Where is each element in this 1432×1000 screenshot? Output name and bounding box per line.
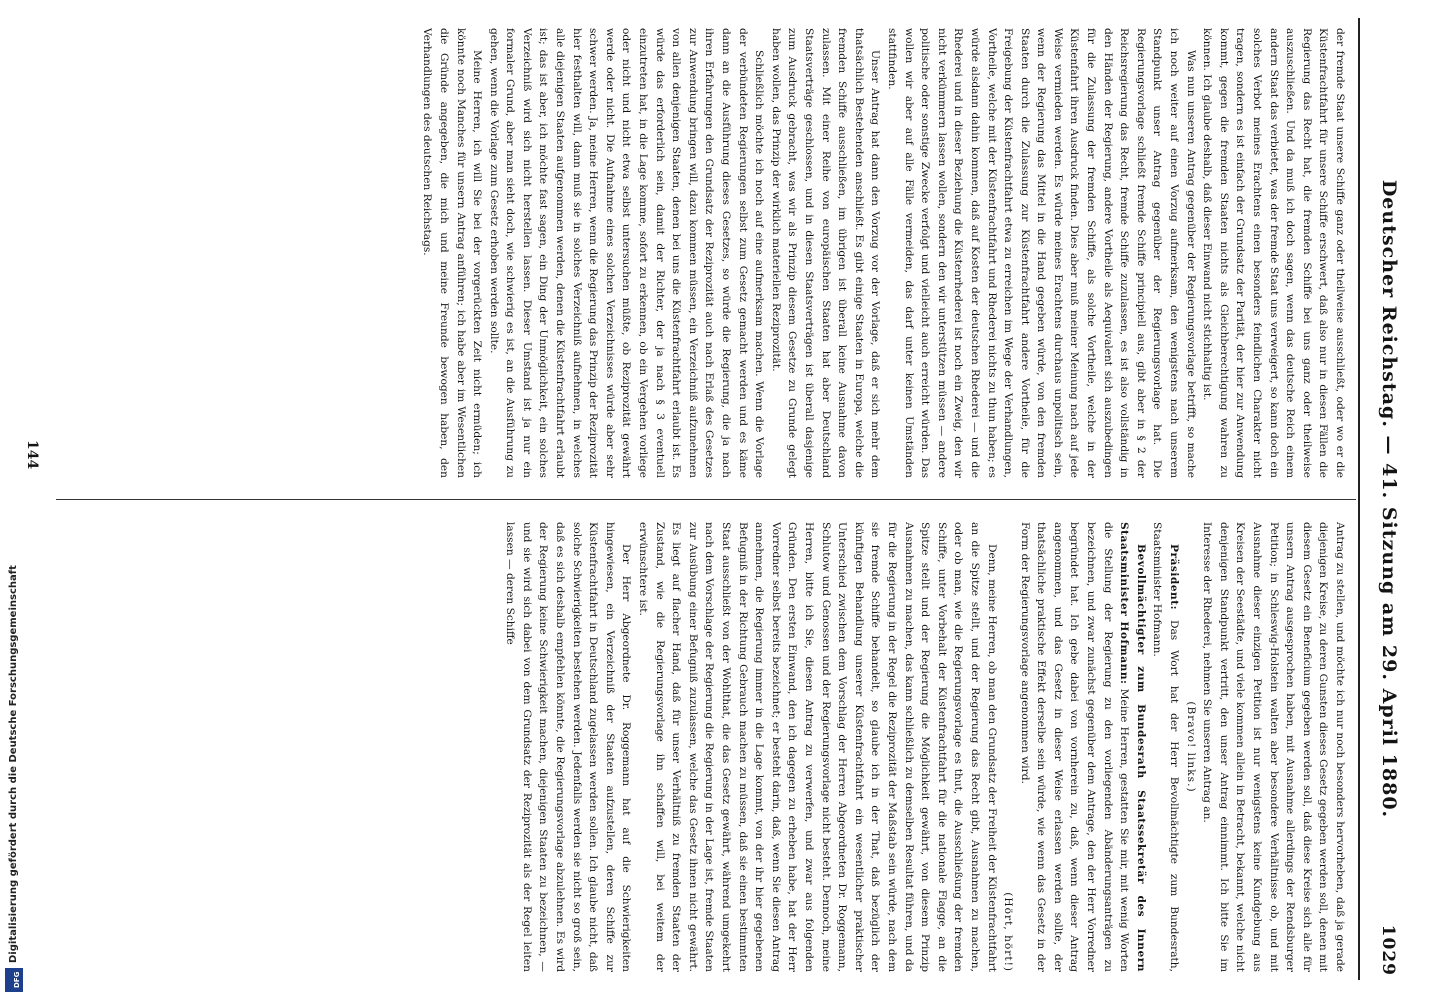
- speech-text: Meine Herren, gestatten Sie mir, mit wenig Worten die Stellung der Regierung zu den vorliegenden Abänderungsanträgen zu bezeichnen, und zwar zunächst gegenüber dem Antrage, den der Herr Vorredner begründet hat. Ich gebe dabei von vornherein zu, daß, wenn dieser Antrag angenommen, und das Gesetz in dieser Weise erlassen werden sollte, der thatsächliche praktische Effekt derselbe sein würde, wie wenn das Gesetz in der Form der Regierungsvorlage angenommen wird.: [1018, 522, 1131, 972]
- speech-text: Das Wort hat der Herr Bevollmächtigte zum Bundesrath, Staatsminister Hofmann.: [1151, 522, 1181, 972]
- speaker-label: Bevollmächtigter zum Bundesrath Staatssekretär des Innern Staatsminister Hofmann:: [1118, 522, 1147, 972]
- page-number: 1029: [1378, 924, 1398, 976]
- paragraph: der fremde Staat unsere Schiffe ganz oder theilweise ausschließt, oder wo er die Küstenfrachtfahrt für unsere Schiffe erschwert, daß also nur in diesen Fällen die Regierung das Recht hat, die fremden Schiffe bei uns ganz oder theilweise auszuschließen. Und da muß ich doch sagen, wenn das deutsche Reich einem andern Staat das verbietet, was der fremde Staat uns verweigert, so kann doch ein solches Verbot meines Erachtens einen besonders feindlichen Charakter nicht tragen, sondern es ist einfach der Grundsatz der Parität, der hier zur Anwendung kommt, gegen die fremden Staaten nichts als Gleichberechtigung wahren zu können. Ich glaube deshalb, daß dieser Einwand nicht stichhaltig ist.: [1201, 28, 1346, 478]
- digitization-credit: [0, 0, 30, 1000]
- page-title: Deutscher Reichstag. — 41. Sitzung am 29. April 1880.: [1378, 179, 1400, 819]
- paragraph: Unser Antrag hat dann den Vorzug vor der Vorlage, daß er sich mehr dem thatsächlich Bestehenden anschließt. Es gibt einige Staaten in Europa, welche die fremden Schiffe ausschließen, im übrigen ist überall keine Ausnahme davon zulassen. Mit einer Reihe von europäischen Staaten hat aber Deutschland Staatsverträge geschlossen, und in diesen Staatsverträgen ist überall dasjenige zum Ausdruck gebracht, was wir als Prinzip diesem Gesetze zu Grunde gelegt haben wollen, das Prinzip der wirklich materiellen Reziprozität.: [769, 28, 882, 478]
- paragraph: Der Herr Abgeordnete Dr. Roggemann hat auf die Schwierigkeiten hingewiesen, ein Verzeichniß der Staaten aufzustellen, deren Schiffe zur Küstenfrachtfahrt in Deutschland zugelassen werden sollen. Ich glaube nicht, daß solche Schwierigkeiten bestehen werden. Jedenfalls werden sie nicht so groß sein, daß es sich deshalb empfehlen könnte, die Regierungsvorlage abzulehnen. Es wird der Regierung keine Schwierigkeit machen, diejenigen Staaten zu bezeichnen, — und sie wird sich dabei von dem Grundsatz der Reziprozität als der Regel leiten lassen — deren Schiffe: [504, 522, 633, 972]
- dfg-logo-icon: DFG: [5, 968, 23, 992]
- paragraph: Schließlich möchte ich noch auf eine aufmerksam machen. Wenn die Vorlage der verbündeten Regierungen selbst zum Gesetz gemacht werden und es käme dann an die Ausführung dieses Gesetzes, so würde die Regierung, die ja nach ihren Erfahrungen den Grundsatz der Reziprozität auch nach Erlaß des Gesetzes zur Anwendung bringen will, dazu kommen müssen, ein Verzeichniß aufzunehmen von allen denjenigen Staaten, denen bei uns die Küstenfrachtfahrt erlaubt ist. Es würde das erforderlich sein, damit der Richter, der ja nach § 3 eventuell einzutreten hat, in die Lage komme, sofort zu erkennen, ob ein Vergehen vorliege oder nicht und nicht etwa selbst untersuchen müßte, ob Reziprozität gewährt werde oder nicht. Die Aufnahme eines solchen Verzeichnisses würde aber sehr schwer werden. Ja, meine Herren, wenn die Regierung das Prinzip der Reziprozität hier festhalten will, dann muß sie in solches Verzeichniß aufnehmen, in welches alle diejenigen Staaten aufgenommen werden, denen die Küstenfrachtfahrt erlaubt ist; das ist aber, ich möchte fast sagen, ein Ding der Unmöglichkeit, ein solches Verzeichniß wird sich nicht herstellen lassen. Dieser Umstand ist ja nur ein formaler Grund, aber man sieht doch, wie schwierig es ist, an die Ausführung zu gehen, wenn die Vorlage zum Gesetz erhoben werden sollte.: [487, 28, 766, 478]
- speaker-label: Präsident:: [1168, 544, 1181, 611]
- signature-mark: 144: [24, 440, 40, 470]
- paragraph: Was nun unseren Antrag gegenüber der Regierungsvorlage betrifft, so mache ich noch weiter auf einen Vorzug aufmerksam, den wenigstens nach unserem Standpunkt unser Antrag gegenüber der Regierungsvorlage hat. Die Regierungsvorlage schließt fremde Schiffe principiell aus, gibt aber in § 2 der Reichsregierung das Recht, fremde Schiffe zuzulassen, es ist also vollständig in den Händen der Regierung, andere Vortheile als Aequivalent sich auszubedingen für die Zulassung der fremden Schiffe, als solche Vortheile, welche in der Küstenfahrt ihren Ausdruck finden. Dies aber muß meiner Meinung nach auf jede Weise vermieden werden. Es würde meines Erachtens durchaus unpolitisch sein, wenn der Regierung das Mittel in die Hand gegeben würde, von den fremden Staaten durch die Zulassung zur Küstenfrachtfahrt andere Vortheile, für die Freigebung der Küstenfrachtfahrt etwa zu erreichen im Wege der Verhandlungen, Vortheile, welche mit der Küstenfrachtfahrt und Rhederei nichts zu thun haben; es würde alsdann dahin kommen, daß auf Kosten der deutschen Rhederei — und die Rhederei und in dieser Beziehung die Küstenrhederei ist noch ein Zweig, den wir nicht verkümmern lassen wollen, sondern den wir unterstützen müssen — andere politische oder sonstige Zwecke verfolgt und vielleicht auch erreicht würden. Das wollen wir aber auf alle Fälle vermeiden, das darf unter keinen Umständen stattfinden.: [885, 28, 1197, 478]
- paragraph: Antrag zu stellen, und möchte ich nur noch besonders hervorheben, daß ja gerade diejenigen Kreise, zu deren Gunsten dieses Gesetz gegeben werden soll, denen mit diesem Gesetz ein Beneficium gegeben werden soll, daß diese Kreise sich alle für unsern Antrag ausgesprochen haben, mit Ausnahme allerdings der Rendsburger Petition; in Schleswig-Holstein walten aber besondere Verhältnisse ob, und mit Ausnahme dieser einzigen Petition ist nur wenigstens keine Kundgebung aus Kreisen der Seestädte, und viele kommen allein in Betracht, bekannt, welche nicht denjenigen Standpunkt vertritt, den unser Antrag einnimmt. Ich bitte Sie im Interesse der Rhederei, nehmen Sie unseren Antrag an.: [1201, 522, 1346, 972]
- applause-note: (Bravo! links.): [1184, 701, 1197, 793]
- right-column: [38, 522, 1348, 972]
- column-divider: [56, 499, 1356, 500]
- interjection-note: (Hört, hört!): [1002, 892, 1015, 972]
- paragraph: Meine Herren, ich will Sie bei der vorgerückten Zeit nicht ermüden; ich könnte noch Manches für unsern Antrag anführen; ich habe aber im Wesentlichen die Gründe angegeben, die mich und meine Freunde bewogen haben, den Verhandlungen des deutschen Reichstags.: [421, 28, 484, 478]
- paragraph: Denn, meine Herren, ob man den Grundsatz der Freiheit der Küstenfrachtfahrt an die Spitze stellt, und der Regierung das Recht gibt, Ausnahmen zu machen, oder ob man, wie die Regierungsvorlage es thut, die Ausschließung der fremden Schiffe, unter Vorbehalt der Küstenfrachtfahrt für die nationale Flagge, an die Spitze stellt und der Regierung die Möglichkeit gewährt, von diesem Prinzip Ausnahmen zu machen, das kann schließlich zu demselben Resultat führen, und da für die Regierung in der Regel die Reziprozität der Maßstab sein würde, nach dem sie fremde Schiffe behandelt, so glaube ich in der That, daß bezüglich der künftigen Behandlung unserer Küstenfrachtfahrt ein wesentlicher praktischer Unterschied zwischen dem Vorschlag der Herren Abgeordneten Dr. Roggemann, Schlutow und Genossen und der Regierungsvorlage nicht besteht. Dennoch, meine Herren, bitte ich Sie, diesen Antrag zu verwerfen, und zwar aus folgenden Gründen. Den ersten Einwand, den ich dagegen zu erheben habe, hat der Herr Vorredner selbst bereits bezeichnet; er besteht darin, daß, wenn Sie diesen Antrag annehmen, die Regierung immer in die Lage kommt, von der ihr hier gegebenen Befugniß in der Richtung Gebrauch machen zu müssen, daß sie einen bestimmten Staat ausschließt von der Wohlthat, die das Gesetz gewährt, während umgekehrt nach dem Vorschlage der Regierung die Regierung in der Lage ist, fremde Staaten zur Ausübung einer Befugniß zuzulassen, welche das Gesetz ihnen nicht gewährt. Es liegt auf flacher Hand, daß für unser Verhältniß zu fremden Staaten der Zustand, wie die Regierungsvorlage ihn schaffen will, bei weitem der erwünschtere ist.: [637, 522, 998, 972]
- page-header: [1358, 18, 1412, 980]
- digitization-note: Digitalisierung gefördert durch die Deutsche Forschungsgemeinschaft: [8, 565, 19, 963]
- left-column: [38, 28, 1348, 478]
